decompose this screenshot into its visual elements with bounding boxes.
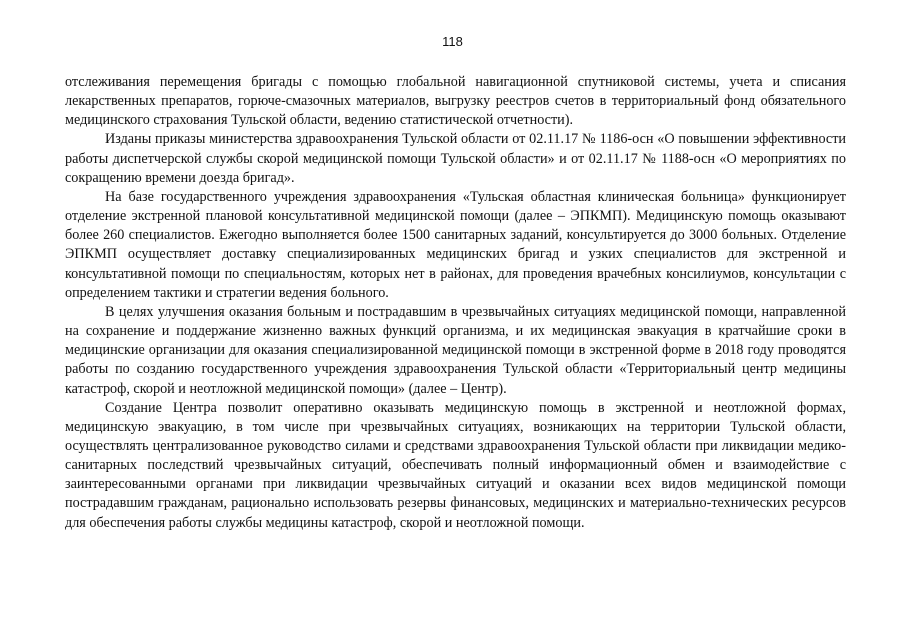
paragraph-continued: отслеживания перемещения бригады с помощью глобальной навигационной спутниковой системы, учета и списания лекарственных препаратов, горюче-смазочных материалов, выгрузку реестров счетов в территориальный фонд обязательного медицинского страхования Тульской области, ведению статистической отчетности). bbox=[65, 74, 846, 129]
page-number: 118 bbox=[442, 34, 463, 49]
document-body bbox=[65, 73, 846, 533]
paragraph-orders: Изданы приказы министерства здравоохранения Тульской области от 02.11.17 № 1186-осн «О повышении эффективности работы диспетчерской службы скорой медицинской помощи Тульской области» и от 02.11.17 № 1188-осн «О мероприятиях по сокращению времени доезда бригад». bbox=[65, 131, 846, 186]
paragraph-center-creation: В целях улучшения оказания больным и пострадавшим в чрезвычайных ситуациях медицинской помощи, направленной на сохранение и поддержание жизненно важных функций организма, и их медицинская эвакуация в кратчайшие сроки в медицинские организации для оказания специализированной медицинской помощи в экстренной форме в 2018 году проводятся работы по созданию государственного учреждения здравоохранения Тульской области «Территориальный центр медицины катастроф, скорой и неотложной медицинской помощи» (далее – Центр). bbox=[65, 303, 846, 397]
paragraph-epkmp: На базе государственного учреждения здравоохранения «Тульская областная клиническая больница» функционирует отделение экстренной плановой консультативной медицинской помощи (далее – ЭПКМП). Медицинскую помощь оказывают более 260 специалистов. Ежегодно выполняется более 1500 санитарных заданий, консультируется до 3000 больных. Отделение ЭПКМП осуществляет доставку специализированных медицинских бригад и узких специалистов для экстренной и консультативной помощи по специальностям, которых нет в районах, для проведения врачебных консилиумов, консультации с определением тактики и стратегии ведения больного. bbox=[65, 188, 846, 301]
paragraph-center-goals: Создание Центра позволит оперативно оказывать медицинскую помощь в экстренной и неотложной формах, медицинскую эвакуацию, в том числе при чрезвычайных ситуациях, возникающих на территории Тульской области, осуществлять централизованное руководство силами и средствами здравоохранения Тульской области при ликвидации медико-санитарных последствий чрезвычайных ситуаций, обеспечивать полный информационный обмен и взаимодействие с заинтересованными органами при ликвидации чрезвычайных ситуаций и оказании всех видов медицинской помощи пострадавшим гражданам, рационально использовать резервы финансовых, медицинских и материально-технических ресурсов для обеспечения работы службы медицины катастроф, скорой и неотложной помощи. bbox=[65, 399, 846, 531]
